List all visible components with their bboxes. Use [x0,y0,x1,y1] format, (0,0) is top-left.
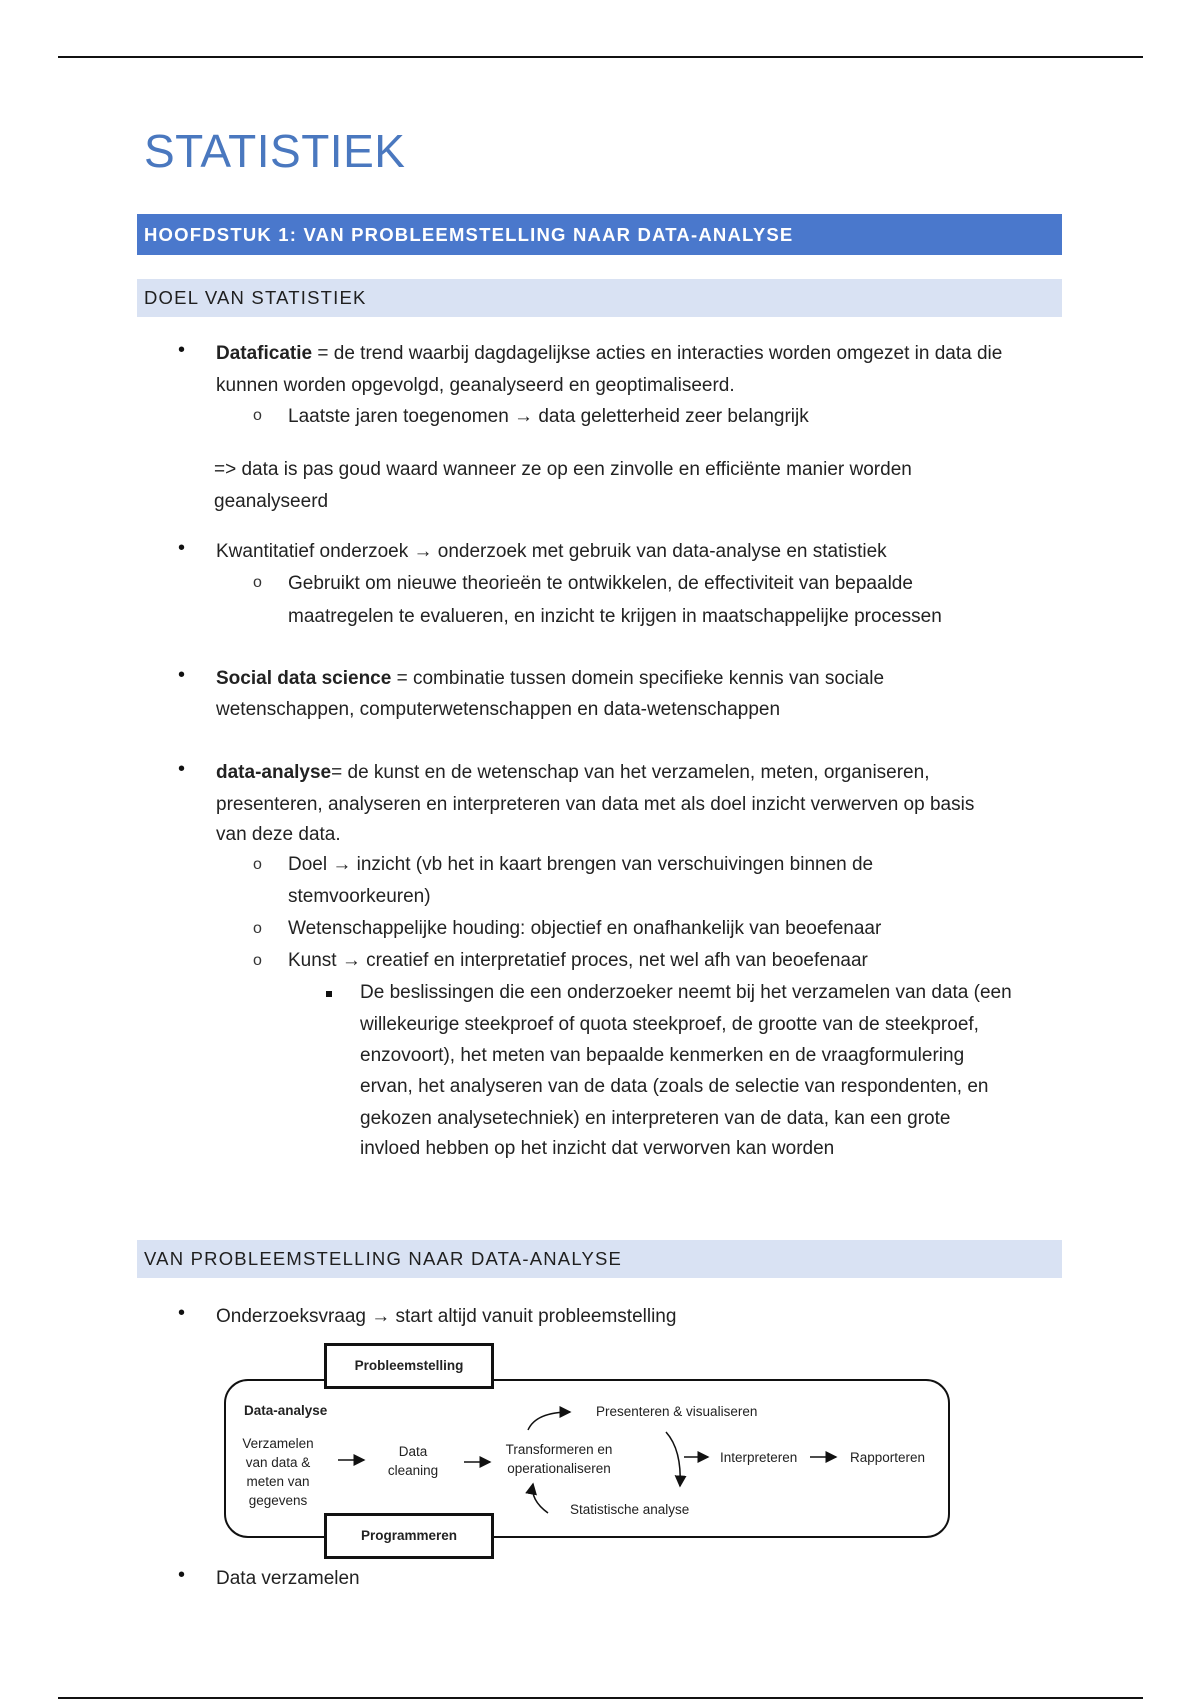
analyse-detail-line: invloed hebben op het inzicht dat verworven kan worden [360,1138,835,1159]
bullet-icon: • [178,664,186,686]
sub-bullet-icon: o [253,856,262,873]
analyse-detail-line: De beslissingen die een onderzoeker neemt bij het verzamelen van data (een [360,982,1012,1003]
bullet-icon: • [178,537,186,559]
arrow-to-present [528,1412,570,1430]
transform-label: Transformeren en operationaliseren [505,1442,613,1476]
term-dataficatie: Dataficatie [216,343,313,364]
cleaning-label: Data cleaning [387,1444,439,1478]
analyse-detail-line: willekeurige steekproef of quota steekproef, de grootte van de steekproef, [360,1014,979,1035]
analyse-detail-line: enzovoort), het meten van bepaalde kenmerken en de vraagformulering [360,1045,965,1066]
kwantitatief-sub-line1: Gebruikt om nieuwe theorieën te ontwikkelen, de effectiviteit van bepaalde [288,573,913,594]
kwantitatief-sub-line2: maatregelen te evalueren, en inzicht te krijgen in maatschappelijke processen [288,606,942,627]
arrow-present-to-stat [666,1432,680,1486]
interpret-label: Interpreteren [720,1450,798,1465]
dataficatie-sub1: Laatste jaren toegenomen → data geletterheid zeer belangrijk [288,406,809,427]
term-data-analyse: data-analyse [216,762,332,783]
report-label: Rapporteren [850,1450,926,1465]
analyse-sub1-line1: Doel → inzicht (vb het in kaart brengen van verschuivingen binnen de [288,854,874,875]
analyse-sub2: Wetenschappelijke houding: objectief en onafhankelijk van beoefenaar [288,918,882,939]
footer-rule [58,1697,1143,1699]
bullet-icon: • [178,339,186,361]
analyse-detail-line: ervan, het analyseren van de data (zoals de selectie van respondenten, en [360,1076,989,1097]
bullet-icon: • [178,1564,186,1586]
stat-label: Statistische analyse [570,1502,690,1517]
term-social-data-science: Social data science [216,668,392,689]
data-analyse-label: Data-analyse [244,1403,328,1418]
conclusion-line1: => data is pas goud waard wanneer ze op een zinvolle en efficiënte manier worden [214,459,912,480]
section-heading-van: VAN PROBLEEMSTELLING NAAR DATA-ANALYSE [137,1240,1062,1278]
chapter-heading: HOOFDSTUK 1: VAN PROBLEEMSTELLING NAAR DATA-ANALYSE [137,214,1062,255]
sub-bullet-icon: o [253,920,262,937]
bullet-icon: • [178,758,186,780]
analyse-line2: presenteren, analyseren en interpreteren van data met als doel inzicht verwerven op basis [216,794,975,815]
dataficatie-line2: kunnen worden opgevolgd, geanalyseerd en geoptimaliseerd. [216,375,735,396]
probleemstelling-box: Probleemstelling [324,1343,494,1389]
sub-bullet-icon: o [253,952,262,969]
analyse-sub3: Kunst → creatief en interpretatief proces, net wel afh van beoefenaar [288,950,868,971]
social-line1: Social data science = combinatie tussen domein specifieke kennis van sociale [216,668,885,689]
kwantitatief-line: Kwantitatief onderzoek → onderzoek met gebruik van data-analyse en statistiek [216,541,887,562]
collect-label: Verzamelen van data & meten van gegevens [242,1436,314,1508]
analyse-line1: data-analyse= de kunst en de wetenschap van het verzamelen, meten, organiseren, [216,762,930,783]
present-label: Presenteren & visualiseren [596,1404,758,1419]
onderzoeksvraag-line: Onderzoeksvraag → start altijd vanuit probleemstelling [216,1306,677,1327]
data-verzamelen-line: Data verzamelen [216,1568,360,1589]
section-heading-doel: DOEL VAN STATISTIEK [137,279,1062,317]
page-title: STATISTIEK [144,125,406,177]
dataficatie-line1: Dataficatie = de trend waarbij dagdagelijkse acties en interacties worden omgezet in data die [216,343,1003,364]
conclusion-line2: geanalyseerd [214,491,329,512]
header-rule [58,56,1143,58]
bullet-icon: • [178,1302,186,1324]
analyse-detail-line: gekozen analysetechniek) en interpreteren van de data, kan een grote [360,1108,951,1129]
programmeren-box: Programmeren [324,1513,494,1559]
process-diagram [218,1338,968,1564]
social-line2: wetenschappen, computerwetenschappen en data-wetenschappen [216,699,781,720]
square-bullet-icon [326,991,332,997]
arrow-stat-to-transform [533,1484,548,1513]
sub-bullet-icon: o [253,407,262,424]
analyse-line3: van deze data. [216,824,341,845]
sub-bullet-icon: o [253,574,262,591]
analyse-sub1-line2: stemvoorkeuren) [288,886,431,907]
